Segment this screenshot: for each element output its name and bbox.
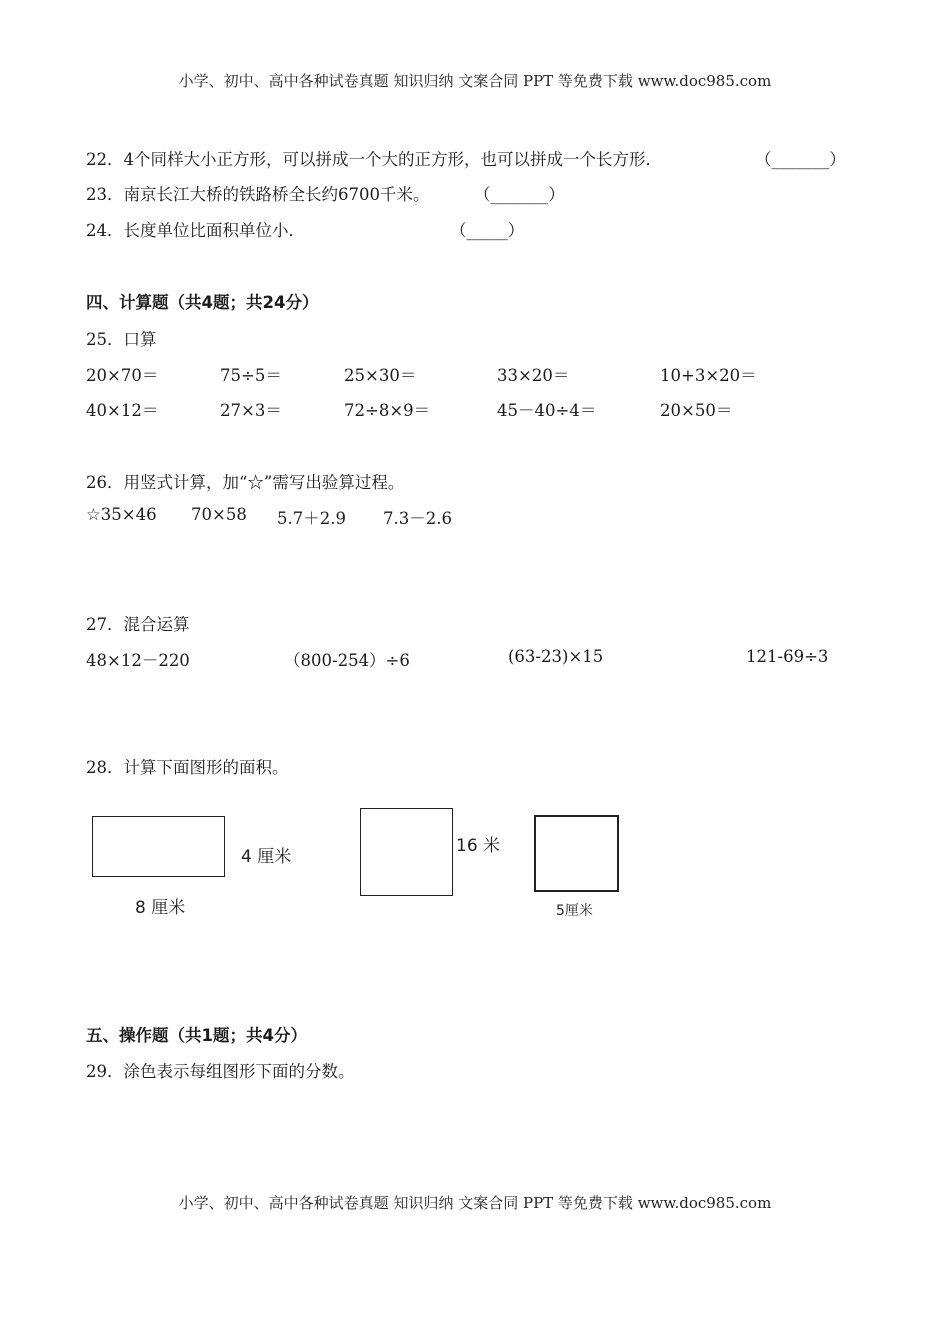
- mixed-calc-item: （800-254）÷6: [284, 651, 410, 670]
- mental-math-item: 20×50＝: [660, 401, 733, 420]
- mental-math-item: 45－40÷4＝: [497, 401, 597, 420]
- mental-math-item: 27×3＝: [220, 401, 282, 420]
- page-header: 小学、初中、高中各种试卷真题 知识归纳 文案合同 PPT 等免费下载 www.doc985.com: [178, 72, 772, 90]
- mental-math-item: 40×12＝: [86, 401, 159, 420]
- rectangle-figure: [92, 816, 225, 877]
- question-25-title: 25．口算: [86, 330, 157, 349]
- square-figure-1: [360, 808, 453, 896]
- question-27-title: 27．混合运算: [86, 615, 190, 634]
- question-23-text: 23．南京长江大桥的铁路桥全长约6700千米。: [86, 185, 430, 204]
- question-29-text: 29．涂色表示每组图形下面的分数。: [86, 1062, 355, 1081]
- mental-math-item: 75÷5＝: [220, 366, 282, 385]
- mental-math-item: 20×70＝: [86, 366, 159, 385]
- mixed-calc-item: 48×12－220: [86, 651, 190, 670]
- mixed-calc-item: (63-23)×15: [508, 647, 604, 666]
- mental-math-item: 72÷8×9＝: [344, 401, 431, 420]
- vertical-calc-item: 70×58: [191, 505, 247, 524]
- question-22-text: 22．4个同样大小正方形，可以拼成一个大的正方形，也可以拼成一个长方形．: [86, 150, 662, 169]
- vertical-calc-item: ☆35×46: [86, 505, 157, 524]
- mental-math-item: 25×30＝: [344, 366, 417, 385]
- section-4-title: 四、计算题（共4题；共24分）: [86, 293, 319, 312]
- mental-math-item: 33×20＝: [497, 366, 570, 385]
- mental-math-item: 10+3×20＝: [660, 366, 757, 385]
- question-23-answer-blank[interactable]: （_______）: [474, 185, 565, 204]
- mixed-calc-item: 121-69÷3: [746, 647, 829, 666]
- question-24-answer-blank[interactable]: （_____）: [450, 221, 525, 240]
- vertical-calc-item: 5.7＋2.9: [277, 509, 346, 528]
- question-26-title: 26．用竖式计算，加“☆”需写出验算过程。: [86, 473, 405, 492]
- rectangle-bottom-label: 8 厘米: [135, 898, 186, 918]
- vertical-calc-item: 7.3－2.6: [383, 509, 452, 528]
- square-figure-2: [534, 815, 619, 892]
- page-footer: 小学、初中、高中各种试卷真题 知识归纳 文案合同 PPT 等免费下载 www.doc985.com: [178, 1194, 772, 1212]
- rectangle-side-label: 4 厘米: [241, 847, 292, 867]
- section-5-title: 五、操作题（共1题；共4分）: [86, 1026, 307, 1045]
- square-2-bottom-label: 5厘米: [556, 903, 593, 919]
- question-22-answer-blank[interactable]: （_______）: [755, 150, 846, 169]
- square-1-side-label: 16 米: [456, 836, 501, 856]
- question-28-title: 28．计算下面图形的面积。: [86, 758, 289, 777]
- question-24-text: 24．长度单位比面积单位小．: [86, 221, 305, 240]
